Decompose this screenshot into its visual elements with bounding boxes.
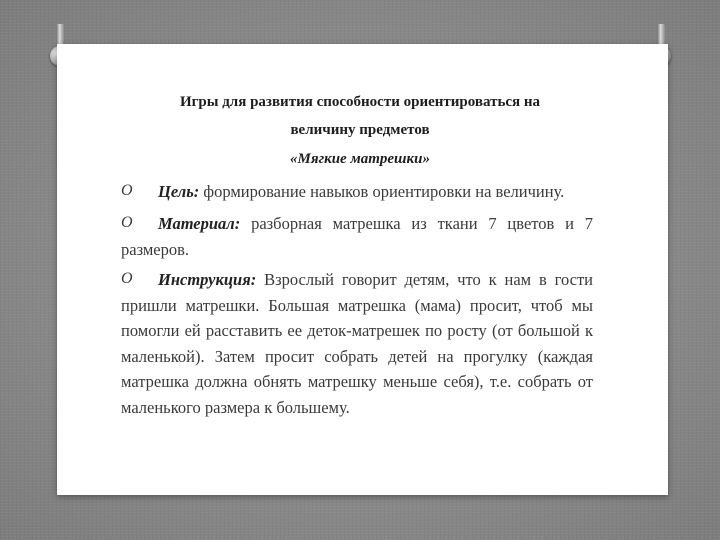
instruction-item (121, 267, 593, 420)
material-text: разборная матрешка из ткани 7 цветов и 7 размеров. (121, 214, 593, 259)
material-item (121, 211, 593, 262)
goal-item (121, 179, 593, 205)
goal-text: формирование навыков ориентировки на величину. (199, 182, 565, 201)
bullet-icon: O (121, 270, 133, 287)
goal-label: Цель: (158, 182, 200, 201)
title-line-2: величину предметов (290, 122, 430, 138)
subtitle: «Мягкие матрешки» (290, 151, 430, 167)
title-line-1: Игры для развития способности ориентироваться на (179, 94, 541, 110)
material-label: Материал: (158, 214, 241, 233)
instruction-label: Инструкция: (158, 270, 257, 289)
bullet-icon: O (121, 214, 133, 231)
instruction-text: Взрослый говорит детям, что к нам в гости пришли матрешки. Большая матрешка (мама) просит, чтоб мы помогли ей расставить ее деток-матрешек по росту (от большой к маленькой). Затем просит собрать детей на прогулку (каждая матрешка должна обнять матрешку меньше себя), т.е. собрать от маленького размера к большему. (121, 270, 593, 417)
bullet-icon: O (121, 182, 133, 199)
